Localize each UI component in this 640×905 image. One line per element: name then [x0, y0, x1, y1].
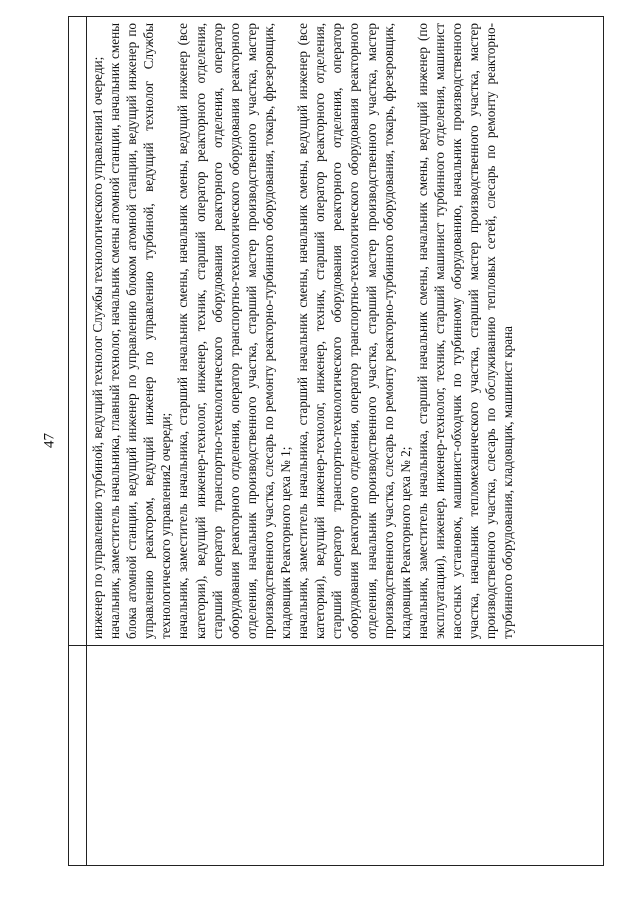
document-table [68, 16, 604, 866]
table-entry: начальник, заместитель начальника, старший начальник смены, начальник смены, ведущий инженер (все категории), ведущий инженер-технолог, инженер, техник, старший оператор реакторного отделения, старший оператор транспортно-технологического оборудования реакторного отделения, оператор оборудования реакторного отделения, оператор транспортно-технологического оборудования реакторного отделения, начальник производственного участка, старший мастер производственного участка, мастер производственного участка, слесарь по ремонту реакторно-турбинного оборудования, токарь, фрезеровщик, кладовщик Реакторного цеха № 2; [295, 23, 413, 639]
table-top-row [69, 17, 87, 865]
table-right-cell [87, 17, 603, 645]
table-entry: инженер по управлению турбиной, ведущий технолог Службы технологического управления1 очереди; [90, 56, 105, 639]
table-left-cell [87, 645, 603, 865]
table-top-right-cell [69, 17, 86, 645]
table-entry: начальник, заместитель начальника, старший начальник смены, начальник смены, ведущий инженер (все категории), ведущий инженер-технолог, инженер, техник, старший оператор реакторного отделения, старший оператор транспортно-технологического оборудования реакторного отделения, оператор оборудования реакторного отделения, оператор транспортно-технологического оборудования реакторного отделения, начальник производственного участка, старший мастер производственного участка, мастер производственного участка, слесарь по ремонту реакторно-турбинного оборудования, токарь, фрезеровщик, кладовщик Реакторного цеха № 1; [175, 23, 294, 639]
table-top-left-cell [69, 645, 86, 865]
document-table-inner [68, 16, 604, 866]
table-entry: начальник, заместитель начальника, старший начальник смены, начальник смены, ведущий инженер (по эксплуатации), инженер, инженер-технолог, техник, старший машинист турбинного отделения, машинист насосных установок, машинист-обходчик по турбинному оборудованию, начальник производственного участка, начальник тепломеханического участка, старший мастер производственного участка, мастер производственного участка, слесарь по обслуживанию тепловых сетей, слесарь по ремонту реакторно-турбинного оборудования, кладовщик, машинист крана [414, 23, 516, 639]
table-row [87, 17, 603, 865]
page-number: 47 [41, 433, 58, 448]
table-entry: начальник, заместитель начальника, главный технолог, начальник смены атомной станции, начальник смены блока атомной станции, ведущий инженер по управлению блоком атомной станции, ведущий инженер по управлению реактором, ведущий инженер по управлению турбиной, ведущий технолог Службы технологического управления2 очереди; [107, 23, 174, 639]
